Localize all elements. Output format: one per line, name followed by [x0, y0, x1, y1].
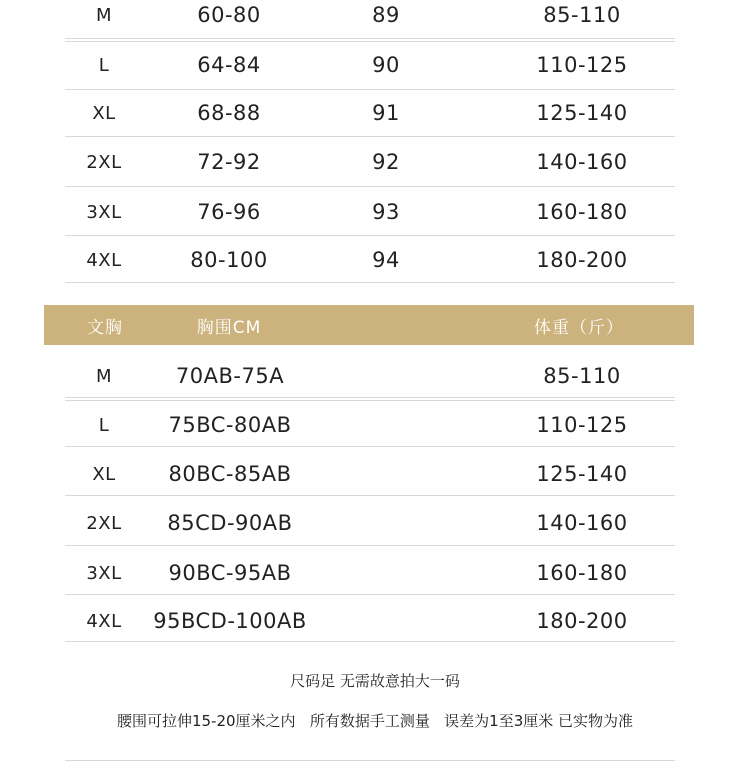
waist-cell: 60-80: [197, 3, 261, 27]
header-weight: 体重（斤）: [534, 317, 624, 338]
length-cell: 92: [372, 150, 400, 174]
row-divider: [65, 397, 675, 398]
row-divider: [65, 641, 675, 642]
weight-cell: 140-160: [536, 511, 628, 535]
row-divider: [65, 282, 675, 283]
table-row: [65, 243, 675, 277]
waist-cell: 68-88: [197, 101, 261, 125]
chest-cell: 90BC-95AB: [168, 561, 292, 585]
size-cell: L: [98, 414, 110, 436]
header-chest: 胸围CM: [196, 317, 262, 338]
table-row: [65, 96, 675, 130]
header-size: 文胸: [87, 317, 123, 338]
size-cell: L: [98, 54, 110, 76]
bottom-divider: [65, 760, 675, 761]
table-row: [65, 506, 675, 540]
size-cell: 4XL: [86, 610, 122, 632]
size-cell: M: [95, 4, 113, 26]
waist-cell: 64-84: [197, 53, 261, 77]
size-cell: 2XL: [86, 512, 122, 534]
weight-cell: 85-110: [543, 364, 621, 388]
table-row: [65, 0, 675, 32]
waist-cell: 72-92: [197, 150, 261, 174]
weight-cell: 125-140: [536, 101, 628, 125]
bra-table-header: [44, 305, 694, 345]
chest-cell: 70AB-75A: [175, 364, 285, 388]
weight-cell: 180-200: [536, 248, 628, 272]
row-divider: [65, 136, 675, 137]
row-divider: [65, 594, 675, 595]
row-divider: [65, 38, 675, 39]
row-divider: [65, 446, 675, 447]
table-row: [65, 457, 675, 491]
row-divider: [65, 235, 675, 236]
weight-cell: 125-140: [536, 462, 628, 486]
waist-cell: 76-96: [197, 200, 261, 224]
table-row: [65, 145, 675, 179]
note-line-2: 腰围可拉伸15-20厘米之内 所有数据手工测量 误差为1至3厘米 已实物为准: [116, 712, 634, 730]
row-divider: [65, 89, 675, 90]
length-cell: 89: [372, 3, 400, 27]
row-divider: [65, 495, 675, 496]
size-cell: 3XL: [86, 201, 122, 223]
weight-cell: 160-180: [536, 561, 628, 585]
weight-cell: 180-200: [536, 609, 628, 633]
row-divider: [65, 186, 675, 187]
table-row: [65, 48, 675, 82]
size-cell: XL: [92, 102, 116, 124]
table-row: [65, 195, 675, 229]
weight-cell: 110-125: [536, 53, 628, 77]
length-cell: 93: [372, 200, 400, 224]
size-cell: XL: [92, 463, 116, 485]
length-cell: 91: [372, 101, 400, 125]
waist-cell: 80-100: [190, 248, 268, 272]
size-cell: 3XL: [86, 562, 122, 584]
table-row: [65, 359, 675, 393]
chest-cell: 95BCD-100AB: [153, 609, 307, 633]
size-cell: 4XL: [86, 249, 122, 271]
length-cell: 94: [372, 248, 400, 272]
size-cell: 2XL: [86, 151, 122, 173]
table-row: [65, 556, 675, 590]
note-line-1: 尺码足 无需故意拍大一码: [290, 672, 460, 690]
length-cell: 90: [372, 53, 400, 77]
row-divider: [65, 545, 675, 546]
weight-cell: 140-160: [536, 150, 628, 174]
weight-cell: 85-110: [543, 3, 621, 27]
weight-cell: 110-125: [536, 413, 628, 437]
chest-cell: 85CD-90AB: [167, 511, 293, 535]
size-cell: M: [95, 365, 113, 387]
table-row: [65, 604, 675, 638]
table-row: [65, 408, 675, 442]
chest-cell: 80BC-85AB: [168, 462, 292, 486]
weight-cell: 160-180: [536, 200, 628, 224]
chest-cell: 75BC-80AB: [168, 413, 292, 437]
